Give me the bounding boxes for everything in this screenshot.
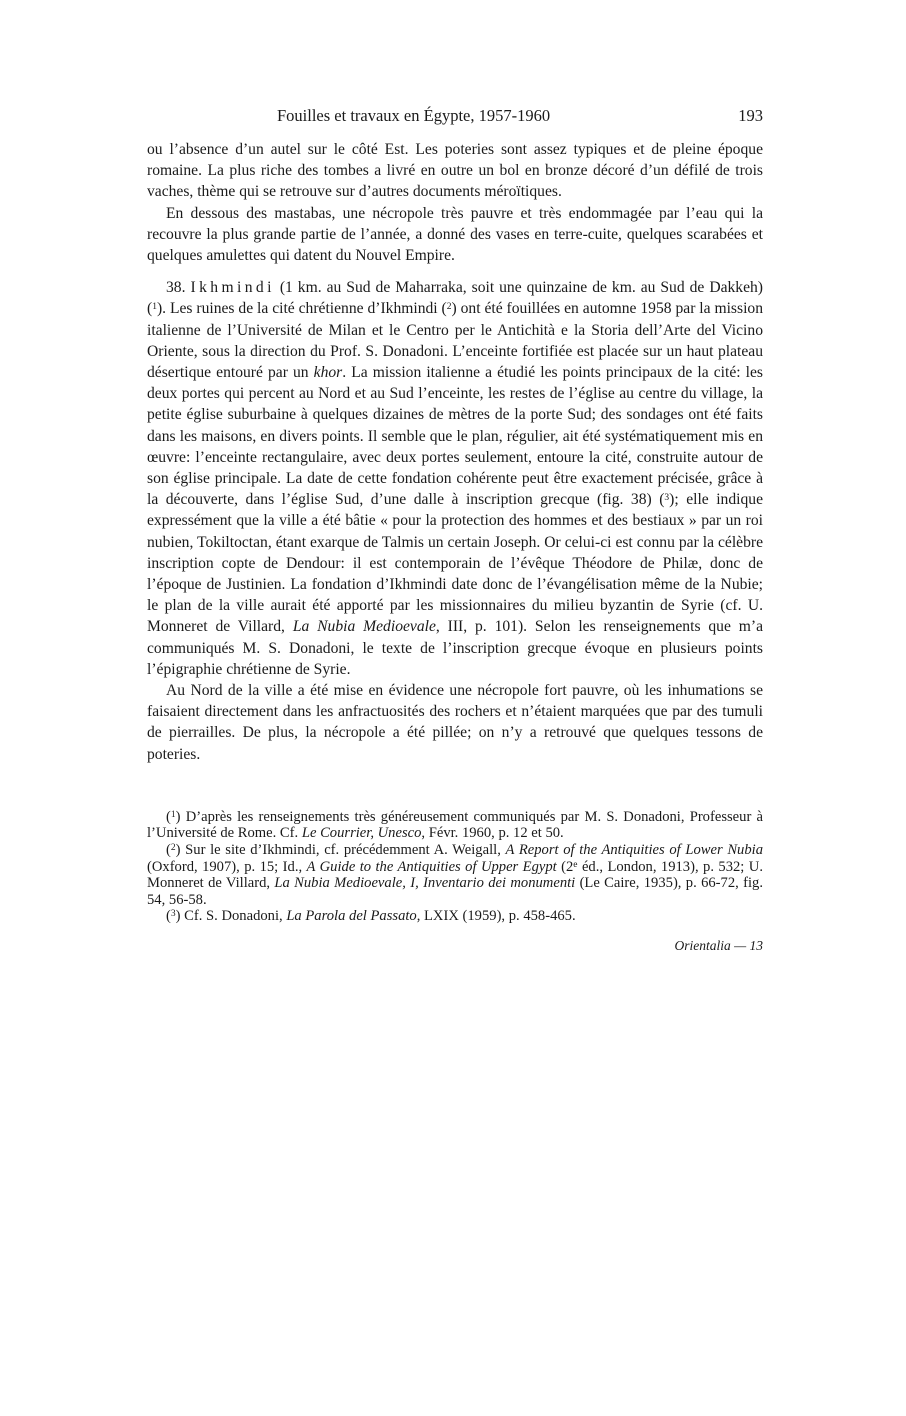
footnote-mark: 1 [170,809,176,820]
running-title: Fouilles et travaux en Égypte, 1957-1960 [277,106,551,125]
page-number: 193 [738,106,763,125]
body-text [147,139,763,765]
term-khor: khor [313,364,343,382]
paragraph-3: 38. Ikhmindi (1 km. au Sud de Maharraka, soit une quinzaine de km. au Sud de Dakkeh) ($^1$). Les ruines de la cité chrétienne d’Ikhmindi ($^2$) ont été fouillées en automne 1958 par la mission italienne de l’Université de Milan et le Centro per le Antichità e la Storia dell’Arte del Vicino Oriente, sous la direction du Prof. S. Donadoni. L’enceinte fortifiée est placée sur un haut plateau désertique entouré par un khor. La mission italienne a étudié les points principaux de la cité: les deux portes qui percent au Nord et au Sud l’enceinte, les restes de l’église au centre du village, la petite église suburbaine à quelques dizaines de mètres de la porte Sud; des sondages ont été faits dans les maisons, en divers points. Il semble que le plan, régulier, ait été systématiquement mis en œuvre: l’enceinte rectangulaire, avec deux portes seulement, entoure la cité, construite autour de son église principale. La date de cette fondation cohérente peut être exactement précisée, grâce à la découverte, dans l’église Sud, d’une dalle à inscription grecque (fig. 38) ($^3$); elle indique expressément que la ville a été bâtie « pour la protection des hommes et des bestiaux » par un roi nubien, Tokiltoctan, étant exarque de Talmis un certain Joseph. Or celui-ci est connu par la célèbre inscription copte de Dendour: il est contemporain de l’évêque Théodore de Philæ, donc de l’époque de Justinien. La fondation d’Ikhmindi date donc de l’évangélisation même de la Nubie; le plan de la ville aurait été apporté par les missionnaires du milieu byzantin de Syrie (cf. U. Monneret de Villard, La Nubia Medioevale, III, p. 101). Selon les renseignements que m’a communiqués M. S. Donadoni, le texte de l’inscription grecque évoque en plusieurs points l’épigraphie chrétienne de Syrie. [147,279,764,678]
running-head [147,106,763,132]
footnote-mark: 2 [170,843,176,854]
paragraph-4: Au Nord de la ville a été mise en évidence une nécropole fort pauvre, où les inhumations se faisaient directement dans les anfractuosités des rochers et n’étaient marquées que par des tumuli de pierrailles. De plus, la nécropole a été pillée; on n’y a retrouvé que quelques tessons de poteries. [147,682,763,763]
footnote-ref-2: 2 [446,302,452,313]
footnote-ref-1: 1 [152,302,157,313]
footnotes [147,809,763,925]
paragraph-1: ou l’absence d’un autel sur le côté Est. Les poteries sont assez typiques et de pleine époque romaine. La plus riche des tombes a livré en outre un bol en bronze décoré d’un défilé de trois vaches, thème qui se retrouve sur d’autres documents méroïtiques. [147,141,763,201]
site-name: Ikhmindi [190,279,275,297]
footnote-mark: 3 [170,909,176,920]
footnote-ref-3: 3 [664,493,670,504]
footnote-1: ($^1$) D’après les renseignements très généreusement communiqués par M. S. Donadoni, Professeur à l’Université de Rome. Cf. Le Courrier, Unesco, Févr. 1960, p. 12 et 50. [147,808,763,842]
page [147,106,763,954]
footnote-2: ($^2$) Sur le site d’Ikhmindi, cf. précédemment A. Weigall, A Report of the Antiquities of Lower Nubia (Oxford, 1907), p. 15; Id., A Guide to the Antiquities of Upper Egypt (2e éd., London, 1913), p. 532; U. Monneret de Villard, La Nubia Medioevale, I, Inventario dei monumenti (Le Caire, 1935), p. 66-72, fig. 54, 56-58. [147,842,763,908]
sheet-number: 13 [749,938,763,954]
footnote-3: ($^3$) Cf. S. Donadoni, La Parola del Passato, LXIX (1959), p. 458-465. [166,908,576,925]
section-number: 38. [166,279,186,297]
journal-name: Orientalia [674,938,731,954]
signature-mark: Orientalia — 13 [674,938,763,954]
paragraph-2: En dessous des mastabas, une nécropole très pauvre et très endommagée par l’eau qui la recouvre la plus grande partie de l’année, a donné des vases en terre-cuite, quelques scarabées et quelques amulettes qui datent du Nouvel Empire. [147,204,763,265]
book-title: La Nubia Medioevale [292,618,436,636]
